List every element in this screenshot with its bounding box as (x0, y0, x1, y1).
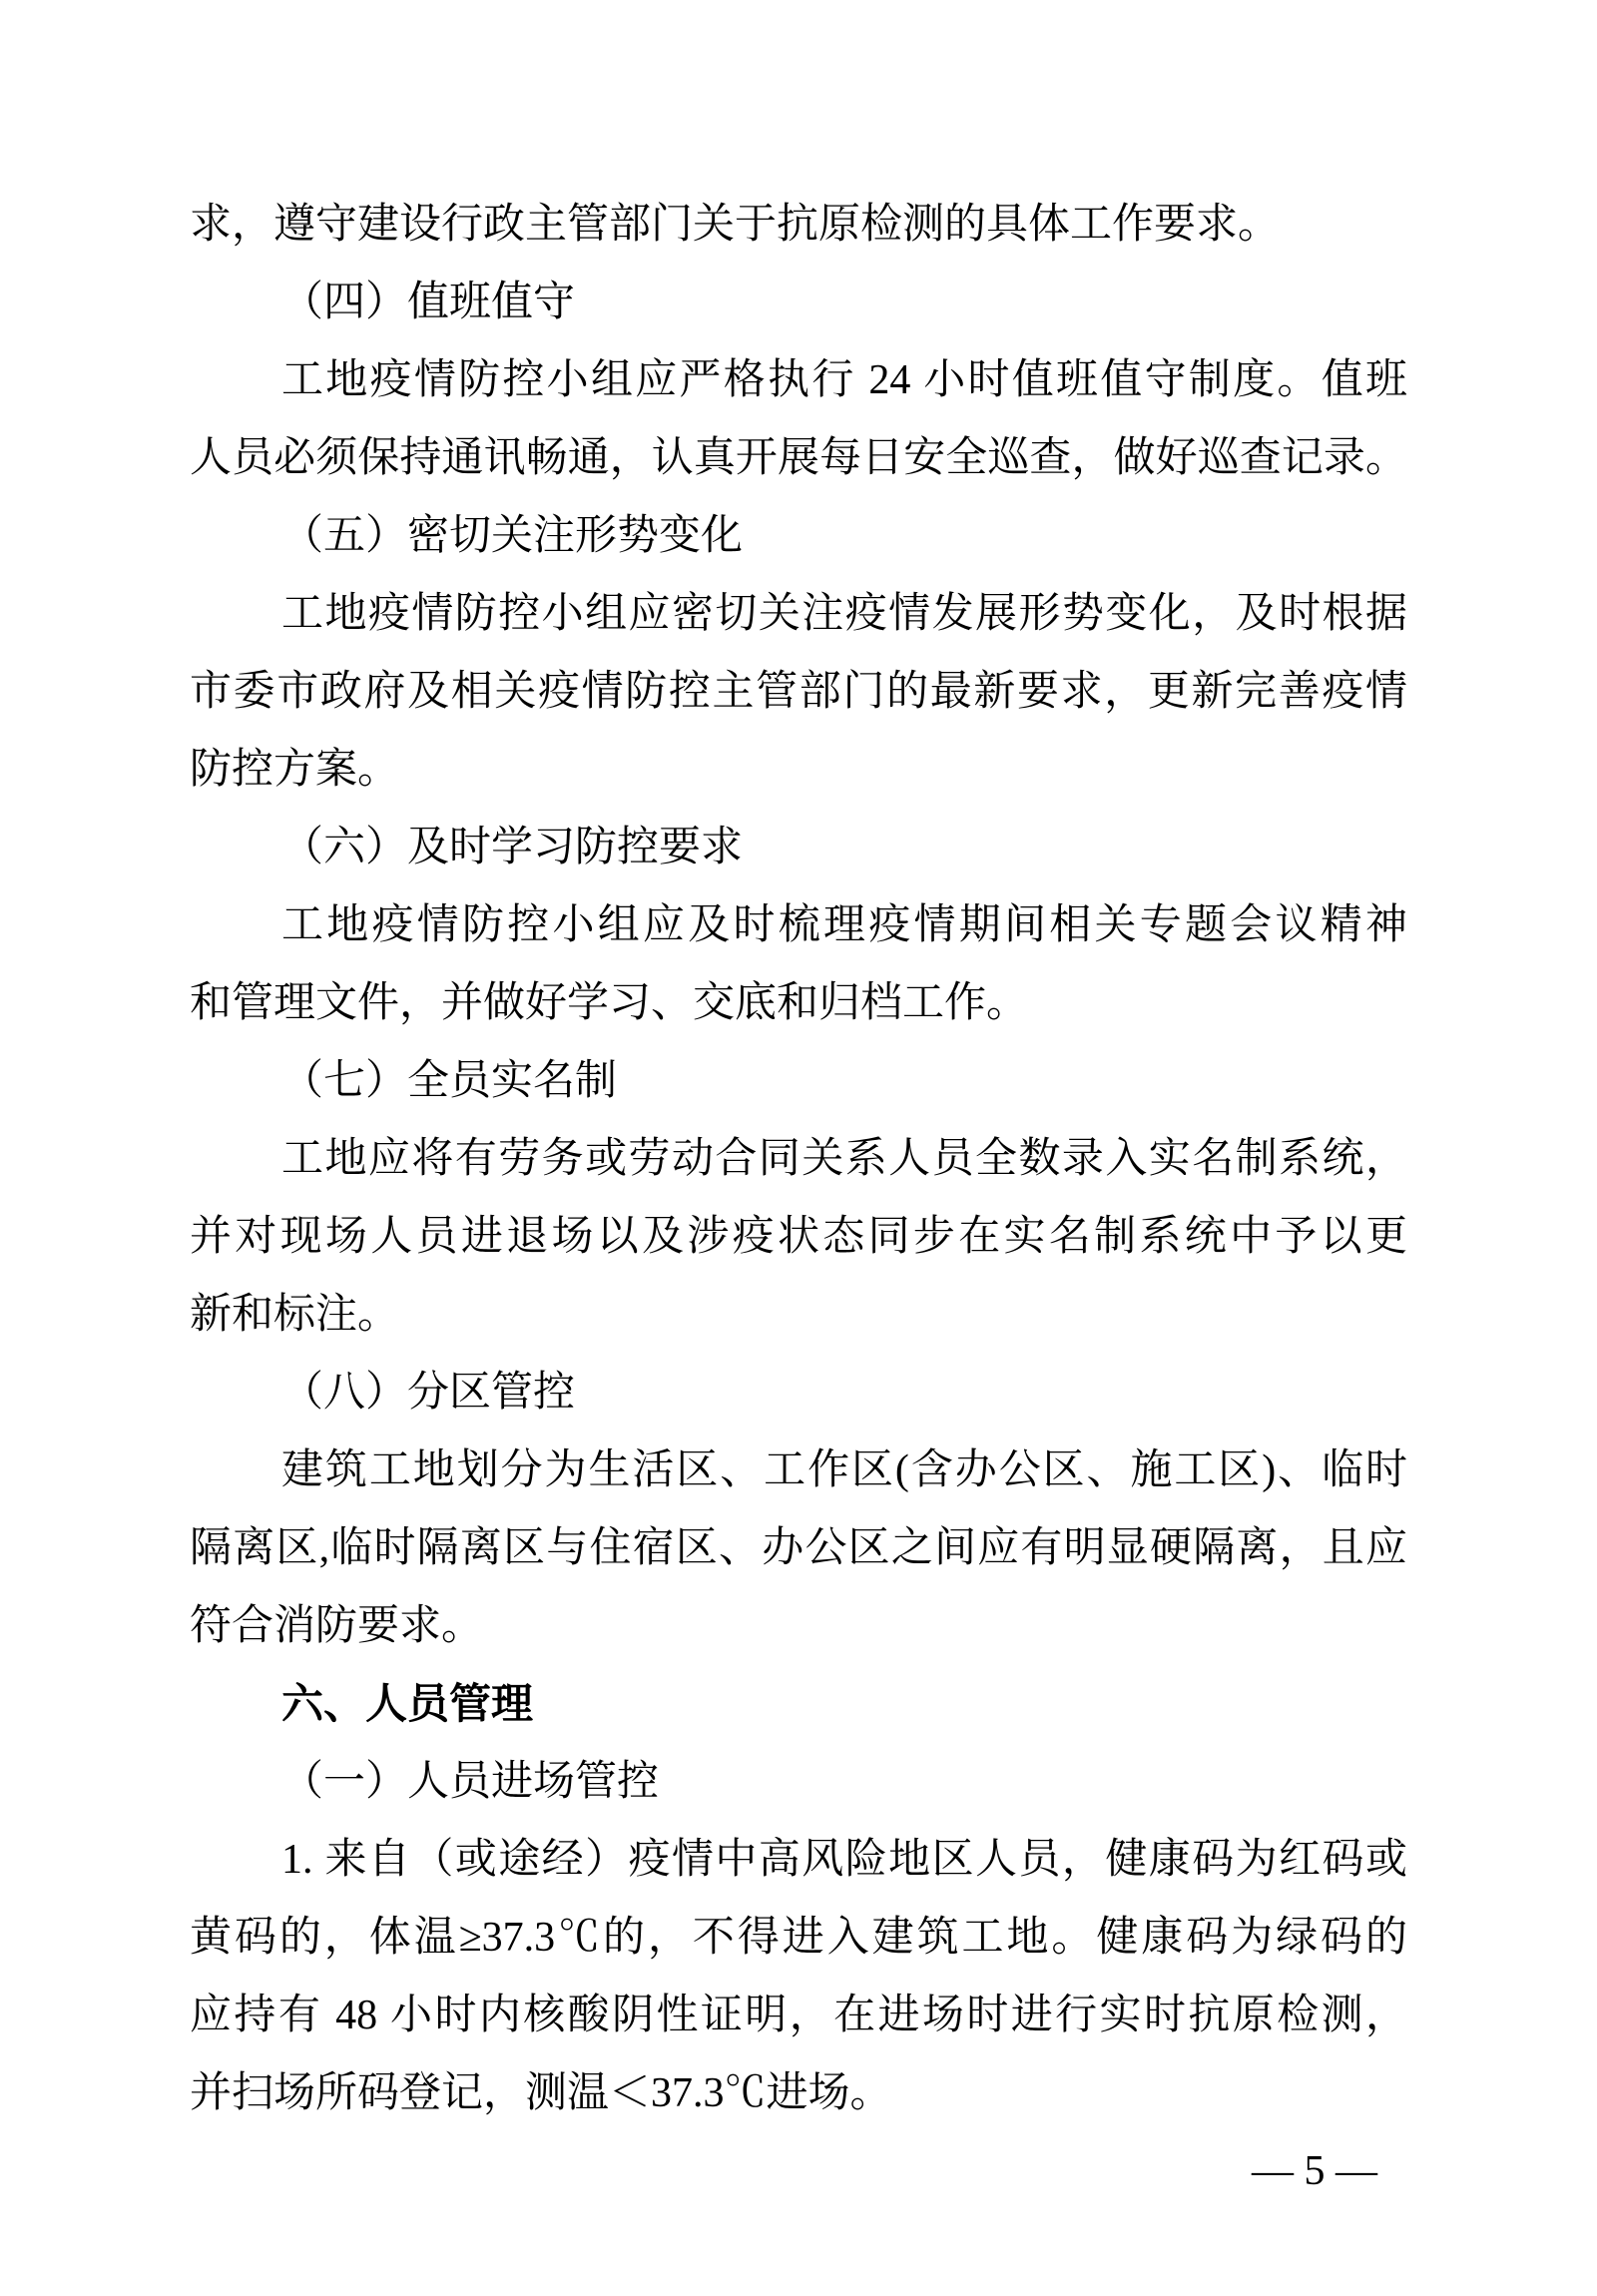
subsection-heading-8: （八）分区管控 (281, 1370, 576, 1416)
subsection-heading-6: （六）及时学习防控要求 (281, 825, 744, 870)
subsection-heading-1: （一）人员进场管控 (281, 1759, 660, 1805)
paragraph-line: 并扫场所码登记，测温＜37.3℃进场。 (190, 2070, 892, 2116)
subsection-heading-4: （四）值班值守 (281, 280, 576, 325)
paragraph-line: 工地疫情防控小组应密切关注疫情发展形势变化，及时根据 (281, 591, 1407, 637)
page-number: — 5 — (1252, 2148, 1377, 2194)
paragraph-line: 应持有 48 小时内核酸阴性证明，在进场时进行实时抗原检测， (190, 1993, 1407, 2038)
paragraph-line: 和管理文件，并做好学习、交底和归档工作。 (190, 980, 1029, 1026)
chapter-heading: 六、人员管理 (281, 1680, 534, 1727)
paragraph-line: 建筑工地划分为生活区、工作区(含办公区、施工区)、临时 (281, 1447, 1407, 1493)
paragraph-line: 并对现场人员进退场以及涉疫状态同步在实名制系统中予以更 (190, 1214, 1407, 1260)
numbered-item-line: 1. 来自（或途经）疫情中高风险地区人员，健康码为红码或 (281, 1837, 1407, 1883)
paragraph-continuation-line: 求，遵守建设行政主管部门关于抗原检测的具体工作要求。 (190, 202, 1281, 248)
paragraph-line: 人员必须保持通讯畅通，认真开展每日安全巡查，做好巡查记录。 (190, 435, 1407, 481)
paragraph-line: 黄码的，体温≥37.3℃的，不得进入建筑工地。健康码为绿码的 (190, 1915, 1407, 1961)
paragraph-line: 符合消防要求。 (190, 1603, 484, 1649)
paragraph-line: 工地疫情防控小组应严格执行 24 小时值班值守制度。值班 (281, 357, 1407, 403)
paragraph-line: 新和标注。 (190, 1292, 400, 1338)
paragraph-line: 工地应将有劳务或劳动合同关系人员全数录入实名制系统， (281, 1136, 1407, 1182)
paragraph-line: 市委市政府及相关疫情防控主管部门的最新要求，更新完善疫情 (190, 669, 1407, 715)
paragraph-line: 隔离区,临时隔离区与住宿区、办公区之间应有明显硬隔离，且应 (190, 1525, 1407, 1571)
subsection-heading-7: （七）全员实名制 (281, 1058, 618, 1104)
paragraph-line: 工地疫情防控小组应及时梳理疫情期间相关专题会议精神 (281, 902, 1407, 948)
paragraph-line: 防控方案。 (190, 747, 400, 793)
document-body (190, 186, 1407, 2210)
subsection-heading-5: （五）密切关注形势变化 (281, 513, 744, 559)
